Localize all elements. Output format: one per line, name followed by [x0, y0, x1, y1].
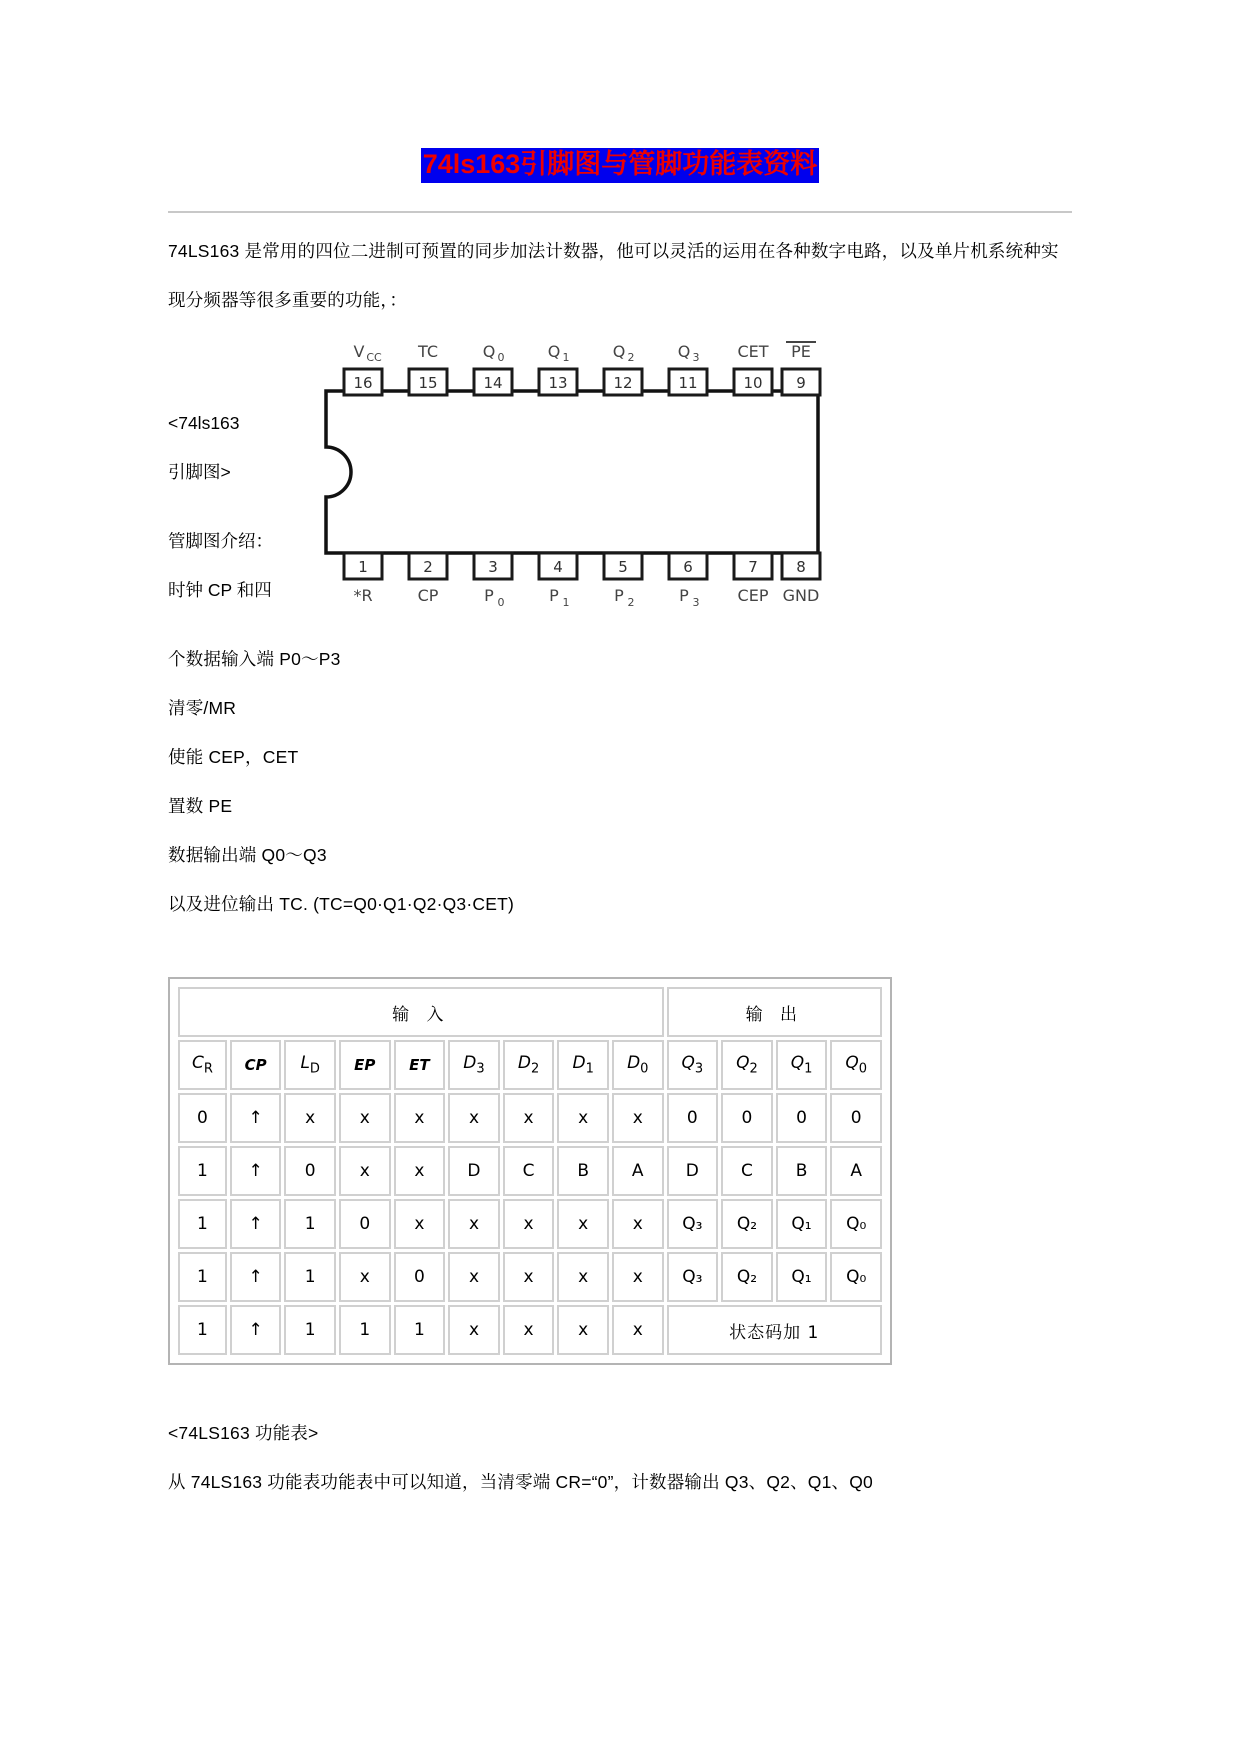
cell: x	[557, 1199, 609, 1249]
pin-3	[474, 553, 512, 609]
closing-paragraph: 从 74LS163 功能表功能表中可以知道，当清零端 CR=“0”，计数器输出 Q3、Q2、Q1、Q0	[168, 1472, 873, 1492]
function-table-container	[168, 977, 892, 1365]
cell: x	[339, 1093, 391, 1143]
svg-text:*R: *R	[353, 586, 373, 605]
cell: ↑	[230, 1093, 282, 1143]
cell: 0	[284, 1146, 336, 1196]
svg-text:2: 2	[627, 596, 635, 609]
col-header-ld: $L_D$	[284, 1040, 336, 1090]
svg-text:1: 1	[562, 351, 570, 364]
cell: x	[394, 1093, 446, 1143]
table-row	[178, 1305, 882, 1355]
svg-text:Q: Q	[547, 342, 561, 361]
cell: Q₃	[667, 1252, 719, 1302]
cell: 1	[178, 1199, 227, 1249]
svg-text:16: 16	[353, 374, 373, 392]
diagram-caption-line2: 引脚图>	[168, 462, 231, 482]
cell: ↑	[230, 1305, 282, 1355]
table-row	[178, 1146, 882, 1196]
diagram-caption-line1: <74ls163	[168, 413, 240, 433]
table-row	[178, 1199, 882, 1249]
function-table-caption: <74LS163 功能表>	[168, 1423, 319, 1443]
svg-text:15: 15	[418, 374, 438, 392]
cell: 0	[339, 1199, 391, 1249]
cell: 0	[776, 1093, 828, 1143]
cell: 0	[830, 1093, 882, 1143]
col-header-q2: $Q_2$	[721, 1040, 773, 1090]
cell: x	[612, 1252, 664, 1302]
cell: x	[612, 1093, 664, 1143]
group-header-output: 输 出	[667, 987, 882, 1037]
pin-4	[539, 553, 577, 609]
pin-desc-line5: 数据输出端 Q0～Q3	[168, 845, 327, 865]
cell: x	[612, 1199, 664, 1249]
cell: 0	[178, 1093, 227, 1143]
top-pin-row	[344, 342, 820, 395]
cell: 1	[178, 1305, 227, 1355]
svg-text:2: 2	[423, 558, 433, 576]
cell: Q₁	[776, 1252, 828, 1302]
pin-1	[344, 553, 382, 605]
pin-intro-line2: 时钟 CP 和四	[168, 580, 272, 600]
cell: x	[394, 1146, 446, 1196]
pin-11	[669, 342, 707, 395]
pin-9	[782, 342, 820, 395]
cell: x	[557, 1305, 609, 1355]
pin-2	[409, 553, 447, 605]
pin-10	[734, 342, 772, 395]
intro-paragraph: 74LS163 是常用的四位二进制可预置的同步加法计数器，他可以灵活的运用在各种数字电路，以及单片机系统种实现分频器等很多重要的功能，：	[168, 241, 1059, 310]
cell: Q₂	[721, 1252, 773, 1302]
cell: x	[503, 1252, 555, 1302]
cell: B	[557, 1146, 609, 1196]
pin-8	[782, 553, 820, 605]
pin-desc-line2: 清零/MR	[168, 698, 237, 718]
col-header-q3: $Q_3$	[667, 1040, 719, 1090]
pin-13	[539, 342, 577, 395]
cell: 0	[721, 1093, 773, 1143]
cell: 1	[284, 1199, 336, 1249]
cell: x	[339, 1252, 391, 1302]
cell: A	[830, 1146, 882, 1196]
table-row	[178, 1093, 882, 1143]
svg-text:14: 14	[483, 374, 503, 392]
pin-7	[734, 553, 772, 605]
pin-intro-line1: 管脚图介绍：	[168, 531, 273, 551]
table-group-header-row	[178, 987, 882, 1037]
svg-text:5: 5	[618, 558, 628, 576]
cell: Q₀	[830, 1252, 882, 1302]
function-table	[175, 984, 885, 1358]
svg-text:7: 7	[748, 558, 758, 576]
col-header-q0: $Q_0$	[830, 1040, 882, 1090]
cell: D	[667, 1146, 719, 1196]
cell: C	[503, 1146, 555, 1196]
cell: x	[557, 1093, 609, 1143]
cell: Q₁	[776, 1199, 828, 1249]
cell: A	[612, 1146, 664, 1196]
cell: x	[503, 1093, 555, 1143]
svg-text:P: P	[614, 586, 624, 605]
pin-15	[409, 342, 447, 395]
svg-text:GND: GND	[782, 586, 820, 605]
svg-text:13: 13	[548, 374, 568, 392]
cell: Q₀	[830, 1199, 882, 1249]
svg-text:P: P	[679, 586, 689, 605]
pin-desc-line4: 置数 PE	[168, 796, 233, 816]
page-title-part1: 74ls163	[422, 149, 521, 179]
pin-16	[344, 342, 382, 395]
cell: Q₃	[667, 1199, 719, 1249]
ic-package-diagram	[312, 331, 832, 621]
table-row	[178, 1252, 882, 1302]
cell: x	[557, 1252, 609, 1302]
svg-text:PE: PE	[791, 342, 811, 361]
col-header-cp: CP	[230, 1040, 282, 1090]
svg-text:12: 12	[613, 374, 633, 392]
cell: x	[448, 1305, 500, 1355]
svg-text:10: 10	[743, 374, 763, 392]
svg-text:2: 2	[627, 351, 635, 364]
svg-text:CET: CET	[737, 342, 769, 361]
pin-desc-line6: 以及进位输出 TC. (TC=Q0·Q1·Q2·Q3·CET)	[168, 894, 515, 914]
svg-text:1: 1	[562, 596, 570, 609]
svg-text:3: 3	[692, 351, 700, 364]
svg-text:3: 3	[488, 558, 498, 576]
cell: 1	[178, 1252, 227, 1302]
svg-text:1: 1	[358, 558, 368, 576]
cell: x	[448, 1199, 500, 1249]
pin-12	[604, 342, 642, 395]
bottom-pin-row	[344, 553, 820, 609]
svg-text:9: 9	[796, 374, 806, 392]
title-divider	[168, 211, 1072, 213]
page-title-container	[168, 0, 1072, 183]
cell: 1	[284, 1252, 336, 1302]
cell: x	[284, 1093, 336, 1143]
pinout-diagram-block	[168, 331, 1072, 631]
col-header-ep: EP	[339, 1040, 391, 1090]
pin-desc-line3: 使能 CEP，CET	[168, 747, 299, 767]
svg-text:8: 8	[796, 558, 806, 576]
cell: 1	[284, 1305, 336, 1355]
pin-14	[474, 342, 512, 395]
cell: x	[503, 1305, 555, 1355]
cell: ↑	[230, 1252, 282, 1302]
cell: 1	[394, 1305, 446, 1355]
col-header-d2: $D_2$	[503, 1040, 555, 1090]
pin-5	[604, 553, 642, 609]
cell: 1	[339, 1305, 391, 1355]
cell: x	[394, 1199, 446, 1249]
col-header-q1: $Q_1$	[776, 1040, 828, 1090]
cell: C	[721, 1146, 773, 1196]
page-title	[421, 148, 820, 183]
svg-text:11: 11	[678, 374, 698, 392]
svg-text:CP: CP	[417, 586, 439, 605]
svg-text:Q: Q	[677, 342, 691, 361]
svg-text:0: 0	[497, 596, 505, 609]
svg-text:CC: CC	[366, 351, 382, 364]
col-header-et: ET	[394, 1040, 446, 1090]
cell: 0	[667, 1093, 719, 1143]
svg-text:4: 4	[553, 558, 563, 576]
cell: x	[448, 1252, 500, 1302]
table-column-header-row	[178, 1040, 882, 1090]
group-header-input: 输 入	[178, 987, 664, 1037]
cell: ↑	[230, 1146, 282, 1196]
svg-text:Q: Q	[612, 342, 626, 361]
svg-text:P: P	[484, 586, 494, 605]
svg-text:V: V	[353, 342, 365, 361]
cell: x	[448, 1093, 500, 1143]
cell: 0	[394, 1252, 446, 1302]
cell: x	[612, 1305, 664, 1355]
svg-text:6: 6	[683, 558, 693, 576]
svg-text:TC: TC	[417, 342, 439, 361]
pin-6	[669, 553, 707, 609]
cell: D	[448, 1146, 500, 1196]
col-header-d1: $D_1$	[557, 1040, 609, 1090]
col-header-d3: $D_3$	[448, 1040, 500, 1090]
col-header-d0: $D_0$	[612, 1040, 664, 1090]
cell: x	[503, 1199, 555, 1249]
svg-text:CEP: CEP	[737, 586, 769, 605]
page-title-part2: 引脚图与管脚功能表资料	[520, 149, 818, 179]
cell: x	[339, 1146, 391, 1196]
svg-text:0: 0	[497, 351, 505, 364]
cell-merged-note: 状态码加 1	[667, 1305, 882, 1355]
cell: ↑	[230, 1199, 282, 1249]
svg-text:P: P	[549, 586, 559, 605]
svg-text:3: 3	[692, 596, 700, 609]
cell: 1	[178, 1146, 227, 1196]
col-header-cr: $C_R$	[178, 1040, 227, 1090]
pin-desc-line1: 个数据输入端 P0～P3	[168, 649, 341, 669]
cell: Q₂	[721, 1199, 773, 1249]
cell: B	[776, 1146, 828, 1196]
svg-text:Q: Q	[482, 342, 496, 361]
